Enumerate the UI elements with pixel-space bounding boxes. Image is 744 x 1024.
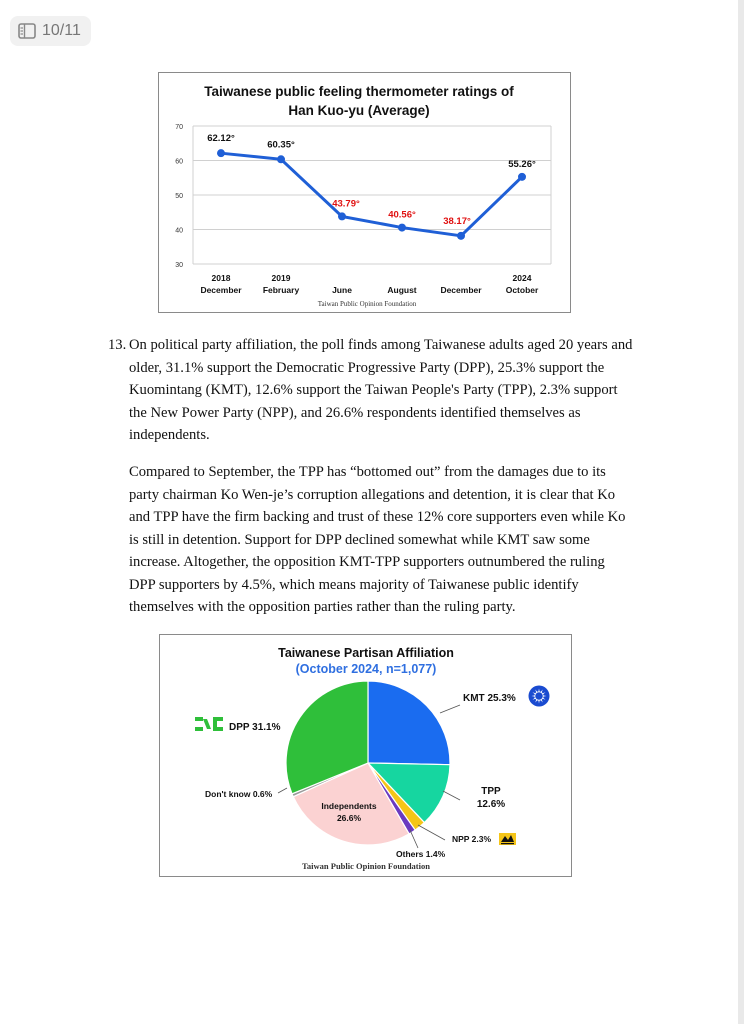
dpp-logo-icon bbox=[194, 715, 224, 733]
pie-subtitle: (October 2024, n=1,077) bbox=[295, 662, 437, 676]
label-tpp-line1: TPP bbox=[481, 786, 501, 797]
x-tick-label: August bbox=[387, 285, 417, 295]
y-tick-label: 60 bbox=[175, 158, 183, 166]
data-label: 38.17° bbox=[443, 215, 471, 227]
thermometer-line-chart bbox=[159, 73, 570, 312]
kmt-emblem-icon bbox=[529, 686, 550, 707]
label-dpp: DPP 31.1% bbox=[229, 722, 281, 733]
data-label: 60.35° bbox=[267, 139, 295, 151]
data-point bbox=[398, 224, 406, 232]
pie-title: Taiwanese Partisan Affiliation bbox=[278, 646, 454, 660]
data-label: 55.26° bbox=[508, 158, 536, 170]
x-tick-label: June bbox=[332, 285, 352, 295]
leader-line-dontknow bbox=[278, 788, 287, 793]
data-point bbox=[518, 173, 526, 181]
label-others: Others 1.4% bbox=[396, 849, 446, 859]
x-tick-label: October bbox=[505, 285, 539, 295]
label-kmt: KMT 25.3% bbox=[463, 693, 516, 704]
x-tick-label: December bbox=[440, 285, 482, 295]
leader-line-others bbox=[410, 830, 418, 848]
leader-line-npp bbox=[418, 825, 445, 840]
paragraph-comparison: Compared to September, the TPP has “bottomed out” from the damages due to its party chairman Ko Wen-je’s corruption allegations and detention, it is clear that Ko and TPP have the firm backing and trust of these 12% core supporters even while Ko is still in detention. Support for DPP declined somewhat while KMT saw some increase. Altogether, the opposition KMT-TPP supporters outnumbered the ruling DPP supporters by 4.5%, which means majority of Taiwanese public identify themselves with the opposition parties rather than the ruling party. bbox=[129, 464, 626, 615]
label-independents-line1: Independents bbox=[321, 801, 377, 811]
pie-slice bbox=[368, 681, 450, 765]
x-tick-label: December bbox=[200, 285, 242, 295]
x-tick-label: February bbox=[262, 285, 300, 295]
y-tick-label: 40 bbox=[175, 227, 183, 235]
chart-title-line1: Taiwanese public feeling thermometer ratings of bbox=[204, 84, 514, 99]
x-tick-year: 2019 bbox=[271, 273, 291, 283]
thermometer-chart-figure bbox=[158, 72, 571, 313]
data-label: 40.56° bbox=[388, 209, 416, 221]
page-thumbnail-icon bbox=[18, 23, 36, 39]
scrollbar[interactable] bbox=[738, 0, 744, 1024]
data-point bbox=[457, 232, 465, 240]
data-label: 62.12° bbox=[207, 133, 235, 145]
y-tick-label: 50 bbox=[175, 193, 183, 200]
label-npp: NPP 2.3% bbox=[452, 834, 492, 844]
x-tick-year: 2024 bbox=[512, 273, 532, 283]
leader-line-tpp bbox=[443, 791, 460, 800]
partisan-affiliation-figure bbox=[159, 634, 572, 877]
paragraph-13 bbox=[108, 334, 633, 447]
data-label: 43.79° bbox=[332, 198, 360, 210]
npp-logo-icon bbox=[499, 833, 516, 845]
y-tick-label: 70 bbox=[175, 124, 183, 131]
chart-title-line2: Han Kuo-yu (Average) bbox=[288, 103, 430, 118]
leader-line-kmt bbox=[440, 705, 460, 713]
pie-source: Taiwan Public Opinion Foundation bbox=[302, 861, 430, 871]
data-point bbox=[277, 155, 285, 163]
data-point bbox=[217, 149, 225, 157]
label-independents-line2: 26.6% bbox=[336, 813, 362, 823]
x-tick-year: 2018 bbox=[211, 273, 231, 283]
paragraph-number: 13. bbox=[108, 337, 127, 353]
partisan-pie-chart bbox=[160, 635, 571, 876]
y-tick-label: 30 bbox=[175, 262, 183, 269]
series-line bbox=[221, 153, 522, 236]
page-indicator[interactable] bbox=[10, 16, 91, 46]
chart-source: Taiwan Public Opinion Foundation bbox=[317, 300, 417, 308]
data-point bbox=[338, 212, 346, 220]
paragraph-13-body: On political party affiliation, the poll finds among Taiwanese adults aged 20 years and older, 31.1% support the Democratic Progressive Party (DPP), 25.3% support the Kuomintang (KMT), 12.6% support the Taiwan People's Party (TPP), 2.3% support the New Power Party (NPP), and 26.6% respondents identified themselves as independents. bbox=[129, 337, 633, 443]
label-dontknow: Don't know 0.6% bbox=[205, 789, 273, 799]
label-tpp-line2: 12.6% bbox=[476, 799, 506, 810]
page-number: 10/11 bbox=[42, 22, 81, 39]
